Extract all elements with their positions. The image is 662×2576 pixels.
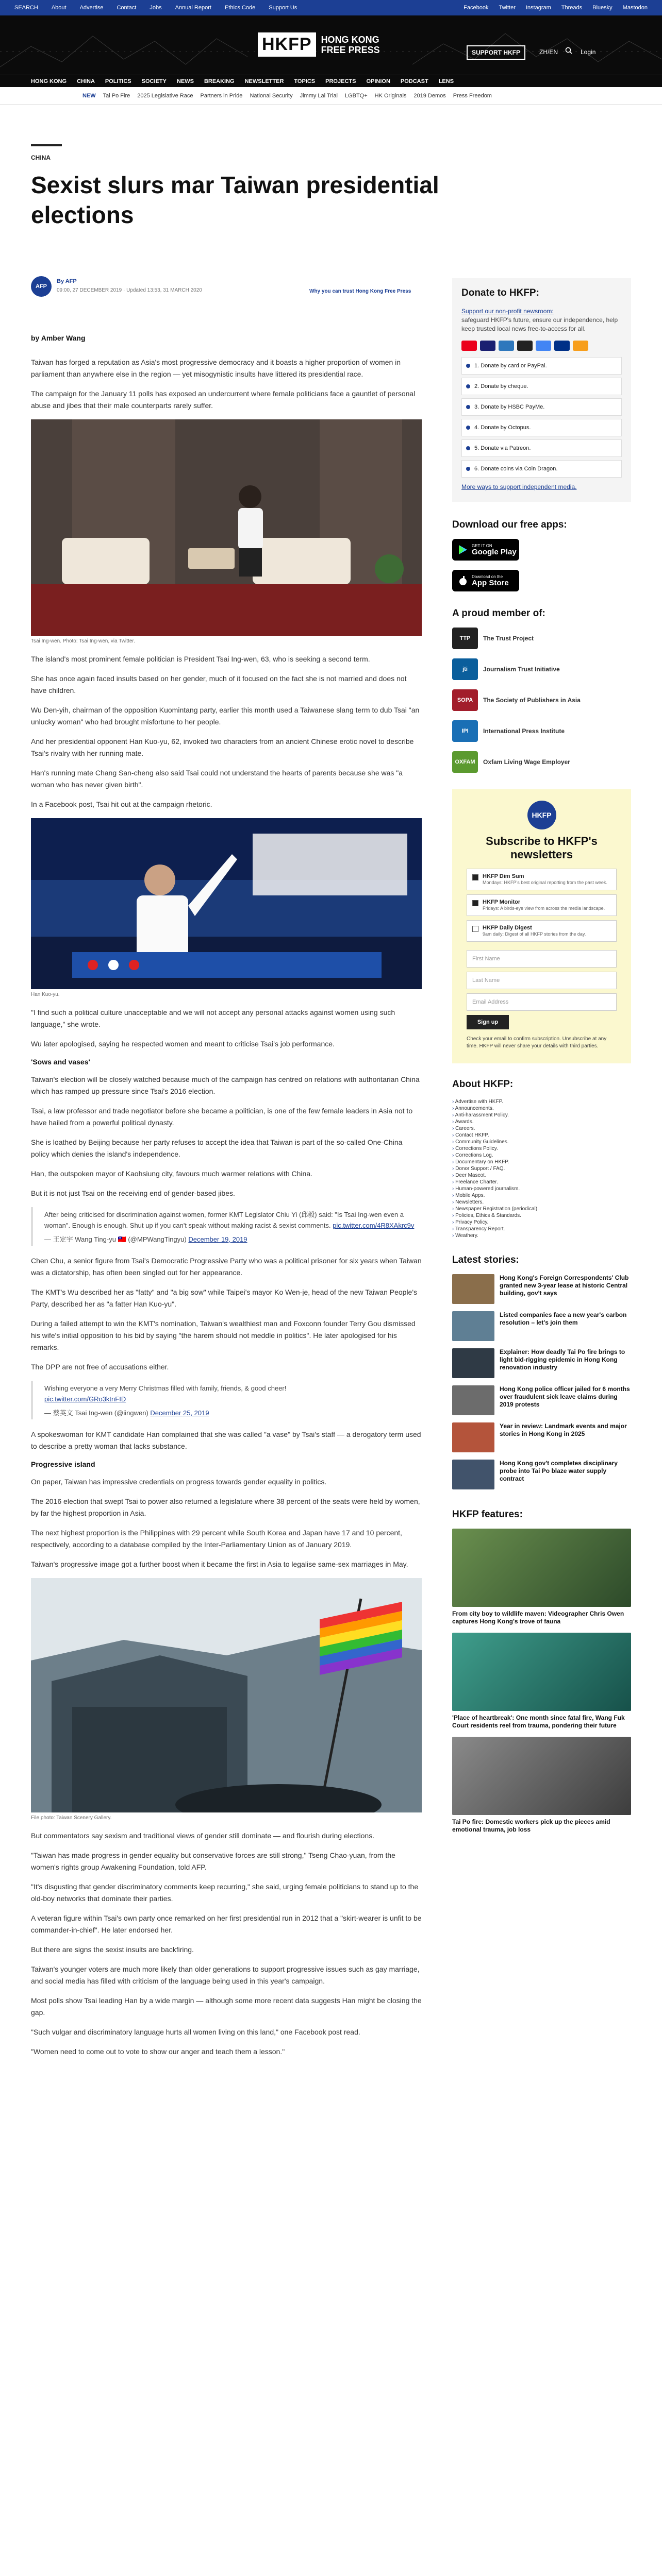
newsletter-desc: Fridays: A birds-eye view from across the media landscape.: [483, 906, 605, 911]
sign-up-button[interactable]: Sign up: [467, 1015, 509, 1029]
paragraph: Han, the outspoken mayor of Kaohsiung city, favours much warmer relations with China.: [31, 1170, 312, 1178]
paragraph: Taiwan has forged a reputation as Asia's most progressive democracy and it boasts a higher proportion of women in parliament than anywhere else in the region — yet misogynistic insults have littered its presidential race.: [31, 358, 401, 378]
member-ipi[interactable]: [452, 720, 631, 742]
section-heading: 'Sows and vases': [31, 1058, 90, 1066]
topbar-support-us[interactable]: Support Us: [269, 5, 297, 11]
member-sopa[interactable]: [452, 689, 631, 711]
nav-lens[interactable]: LENS: [438, 78, 454, 84]
paragraph: The 2016 election that swept Tsai to power also returned a legislature where 38 percent of the seats were held by women, by far the highest proportion in Asia.: [31, 1497, 420, 1517]
email-input[interactable]: Email Address: [467, 993, 617, 1011]
play-store-icon: [458, 545, 468, 555]
paypal-icon: [554, 341, 570, 351]
category-label[interactable]: CHINA: [31, 154, 51, 161]
hkfp-badge: HKFP: [527, 801, 556, 829]
paragraph: Han's running mate Chang San-cheng also said Tsai could not understand the hearts of parents because she was "a woman who has never given birth".: [31, 769, 403, 789]
logo-mark: HKFP: [258, 32, 316, 57]
nav-politics[interactable]: POLITICS: [105, 78, 131, 84]
paragraph: But commentators say sexism and traditional views of gender still dominate — and flourish during elections.: [31, 1832, 375, 1840]
paragraph: "Women need to come out to vote to show our anger and teach them a lesson.": [31, 2047, 285, 2056]
store-name: Google Play: [472, 547, 517, 556]
trending-item[interactable]: LGBTQ+: [344, 93, 368, 99]
trending-label: NEW: [82, 93, 96, 99]
googlepay-icon: [536, 341, 551, 351]
member-name: The Society of Publishers in Asia: [483, 696, 581, 704]
topbar-annual-report[interactable]: Annual Report: [175, 5, 211, 11]
nav-china[interactable]: CHINA: [77, 78, 95, 84]
byline[interactable]: [57, 278, 77, 284]
first-name-input[interactable]: First Name: [467, 950, 617, 968]
paragraph: "I find such a political culture unacceptable and we will not accept any personal attacks against women using such language," she wrote.: [31, 1008, 395, 1028]
embedded-tweet: [31, 1381, 422, 1419]
nav-news[interactable]: NEWS: [176, 78, 194, 84]
visa-icon: [480, 341, 495, 351]
topbar-jobs[interactable]: Jobs: [150, 5, 162, 11]
newsletter-desc: 9am daily: Digest of all HKFP stories from the day.: [483, 931, 586, 937]
site-header: [0, 15, 662, 75]
donate-card-option[interactable]: [461, 357, 622, 375]
topbar-contact[interactable]: Contact: [117, 5, 137, 11]
tweet-body: After being criticised for discrimination against women, former KMT Legislator Chiu Yi (邱毅) said: "Is Tsai Ing-wen even a woman". Enough is enough. Shut up if you can't speak without making racist & sexist comments.: [44, 1211, 404, 1229]
trending-item[interactable]: National Security: [250, 93, 293, 99]
about-heading: About HKFP:: [452, 1079, 514, 1090]
publish-date: 09:00, 27 DECEMBER 2019 · Updated 13:53, 31 MARCH 2020: [57, 287, 202, 293]
flag-photo-illustration: [31, 1578, 422, 1812]
photo-tsai-ing-wen: [31, 419, 422, 636]
trust-link[interactable]: Why you can trust Hong Kong Free Press: [309, 289, 411, 294]
search-icon[interactable]: [565, 47, 572, 54]
language-toggle[interactable]: ZH/EN: [539, 48, 558, 56]
instagram-link[interactable]: Instagram: [525, 5, 551, 11]
byline-text[interactable]: By AFP: [57, 278, 77, 284]
nav-newsletter[interactable]: NEWSLETTER: [244, 78, 284, 84]
nav-breaking[interactable]: BREAKING: [204, 78, 235, 84]
donate-patreon-option[interactable]: [461, 439, 622, 457]
donate-octopus-option[interactable]: [461, 419, 622, 436]
about-link[interactable]: › Awards.: [452, 1118, 631, 1125]
ipi-logo: IPI: [452, 720, 478, 742]
story-thumbnail: [452, 1422, 494, 1452]
donate-option-label: 3. Donate by HSBC PayMe.: [474, 404, 545, 410]
trending-item[interactable]: Press Freedom: [453, 93, 492, 99]
checkbox-icon[interactable]: [472, 926, 478, 932]
about-link[interactable]: › Documentary on HKFP.: [452, 1159, 631, 1165]
member-name: The Trust Project: [483, 634, 534, 642]
feature-story[interactable]: [452, 1633, 631, 1730]
bullet-icon: [466, 446, 470, 450]
paragraph: Taiwan's progressive image got a further boost when it became the first in Asia to legalise same-sex marriages in May.: [31, 1560, 408, 1568]
story-thumbnail: [452, 1385, 494, 1415]
trust-project-logo: TTP: [452, 628, 478, 649]
trending-item[interactable]: HK Originals: [374, 93, 407, 99]
newsletter-monitor[interactable]: [467, 894, 617, 916]
about-link[interactable]: › Community Guidelines.: [452, 1139, 631, 1145]
about-link[interactable]: › Privacy Policy.: [452, 1219, 631, 1226]
author-avatar: AFP: [31, 276, 52, 297]
tweet-text: [44, 1209, 422, 1231]
paragraph: On paper, Taiwan has impressive credentials on progress towards gender equality in politics.: [31, 1478, 327, 1486]
tweet-text: [44, 1383, 422, 1404]
oxfam-logo: OXFAM: [452, 751, 478, 773]
logo-line-1: HONG KONG: [321, 34, 379, 45]
paragraph: But there are signs the sexist insults are backfiring.: [31, 1945, 194, 1954]
story-title[interactable]: Hong Kong's Foreign Correspondents' Club granted new 3-year lease at historic Central building, gov't says: [500, 1274, 629, 1297]
sidebar: [452, 278, 631, 1841]
donate-cheque-option[interactable]: [461, 378, 622, 395]
nav-podcast[interactable]: PODCAST: [400, 78, 428, 84]
bullet-icon: [466, 384, 470, 388]
donate-heading: Donate to HKFP:: [461, 287, 539, 298]
apple-icon: [458, 575, 468, 586]
threads-link[interactable]: Threads: [561, 5, 583, 11]
feature-story[interactable]: [452, 1529, 631, 1625]
facebook-link[interactable]: Facebook: [464, 5, 489, 11]
paragraph: Chen Chu, a senior figure from Tsai's Democratic Progressive Party who was a political prisoner for six years when Taiwan was a dictatorship, has often been singled out for her appearance.: [31, 1257, 422, 1277]
trending-item[interactable]: Tai Po Fire: [103, 93, 130, 99]
tweet-body: Wishing everyone a very Merry Christmas filled with family, friends, & good cheer!: [44, 1384, 287, 1392]
newsletter-daily-digest[interactable]: [467, 920, 617, 942]
logo-line-2: FREE PRESS: [321, 44, 380, 55]
paragraph: She is loathed by Beijing because her party refuses to accept the idea that Taiwan is part of the so-called One-China policy which denies the island's independence.: [31, 1138, 403, 1158]
topbar-about[interactable]: About: [51, 5, 67, 11]
member-heading: A proud member of:: [452, 608, 545, 619]
donate-text: safeguard HKFP's future, ensure our independence, help keep trusted local news free-to-access for all.: [461, 316, 618, 332]
top-bar: [0, 0, 662, 15]
tweet-date-link[interactable]: December 19, 2019: [188, 1235, 247, 1243]
about-link[interactable]: › Advertise with HKFP.: [452, 1098, 631, 1105]
unionpay-icon: [573, 341, 588, 351]
jti-logo: jti: [452, 658, 478, 680]
checkbox-checked-icon[interactable]: [472, 874, 478, 880]
applepay-icon: [517, 341, 533, 351]
story-thumbnail: [452, 1348, 494, 1378]
about-link[interactable]: › Announcements.: [452, 1105, 631, 1112]
story-title[interactable]: Hong Kong gov't completes disciplinary probe into Tai Po blaze water supply contract: [500, 1460, 618, 1482]
latest-story[interactable]: [452, 1348, 631, 1378]
about-link[interactable]: › Weathery.: [452, 1232, 631, 1239]
payment-methods: [461, 341, 622, 351]
support-link[interactable]: Support our non-profit newsroom:: [461, 308, 554, 315]
photo-caption: Han Kuo-yu.: [31, 992, 60, 997]
feature-title[interactable]: From city boy to wildlife maven: Videographer Chris Owen captures Hong Kong's trove of fauna: [452, 1610, 624, 1625]
member-jti[interactable]: [452, 658, 631, 680]
paragraph: During a failed attempt to win the KMT's nomination, Taiwan's wealthiest man and Foxconn founder Terry Gou dismissed his wife's initial opposition to his bid by saying "the harem should not meddle in politics". He later apologised for his remarks.: [31, 1319, 416, 1351]
member-trust-project[interactable]: [452, 628, 631, 649]
about-link[interactable]: › Donor Support / FAQ.: [452, 1165, 631, 1172]
article-title: Sexist slurs mar Taiwan presidential elections: [31, 172, 439, 228]
topbar-ethics-code[interactable]: Ethics Code: [224, 5, 256, 11]
mastercard-icon: [461, 341, 477, 351]
bullet-icon: [466, 426, 470, 430]
bullet-icon: [466, 364, 470, 368]
paragraph: Wu later apologised, saying he respected women and meant to criticise Tsai's job performance.: [31, 1040, 335, 1048]
about-link[interactable]: › Freelance Charter.: [452, 1179, 631, 1185]
donate-option-label: 6. Donate coins via Coin Dragon.: [474, 466, 558, 472]
embedded-tweet: [31, 1207, 422, 1246]
store-top: Download on the: [472, 574, 503, 579]
feature-image: [452, 1529, 631, 1607]
paragraph: "It's disgusting that gender discriminatory comments keep recurring," she said, urging female politicians to stand up to the old-boy networks that dominate their parties.: [31, 1883, 419, 1903]
tweet-pic-link[interactable]: pic.twitter.com/GRo3ktnFID: [44, 1395, 126, 1403]
features-heading: HKFP features:: [452, 1509, 523, 1520]
newsletter-title: HKFP Dim Sum: [483, 873, 524, 879]
newsletter-dim-sum[interactable]: [467, 869, 617, 890]
tweet-author: — 王定宇 Wang Ting-yu 🇹🇼 (@MPWangTingyu): [44, 1235, 187, 1243]
more-ways-link[interactable]: More ways to support independent media.: [461, 483, 577, 490]
photo-caption: Tsai Ing-wen. Photo: Tsai Ing-wen, via Twitter.: [31, 638, 135, 644]
main-nav: [0, 75, 662, 87]
photo-caption: File photo: Taiwan Scenery Gallery.: [31, 1815, 112, 1821]
feature-image: [452, 1633, 631, 1711]
nav-opinion[interactable]: OPINION: [366, 78, 390, 84]
store-name: App Store: [472, 578, 509, 587]
bullet-icon: [466, 467, 470, 471]
nav-hong-kong[interactable]: HONG KONG: [31, 78, 67, 84]
section-heading: Progressive island: [31, 1460, 95, 1468]
donate-payme-option[interactable]: [461, 398, 622, 416]
logo-wordmark: [321, 35, 380, 55]
newsletter-desc: Mondays: HKFP's best original reporting from the past week.: [483, 880, 607, 885]
support-hkfp-button[interactable]: SUPPORT HKFP: [467, 45, 525, 60]
article-author: by Amber Wang: [31, 334, 86, 342]
category-rule: [31, 144, 62, 146]
tweet-author: — 蔡英文 Tsai Ing-wen (@iingwen): [44, 1409, 148, 1417]
latest-story[interactable]: [452, 1274, 631, 1304]
member-name: Oxfam Living Wage Employer: [483, 758, 570, 766]
tweet-signature: [44, 1234, 422, 1244]
nav-topics[interactable]: TOPICS: [294, 78, 316, 84]
login-link[interactable]: Login: [581, 48, 596, 56]
donate-option-label: 2. Donate by cheque.: [474, 383, 528, 389]
story-title[interactable]: Explainer: How deadly Tai Po fire brings to light bid-rigging epidemic in Hong Kong renovation industry: [500, 1348, 625, 1371]
story-thumbnail: [452, 1274, 494, 1304]
paragraph: The island's most prominent female politician is President Tsai Ing-wen, 63, who is seeking a second term.: [31, 655, 370, 663]
photo-han-kuo-yu: [31, 818, 422, 989]
tweet-pic-link[interactable]: pic.twitter.com/4R8XAkrc9v: [333, 1222, 415, 1229]
subscribe-heading: Subscribe to HKFP's newsletters: [486, 835, 598, 861]
latest-story[interactable]: [452, 1422, 631, 1452]
member-name: International Press Institute: [483, 727, 565, 735]
trending-item[interactable]: Partners in Pride: [200, 93, 243, 99]
member-name: Journalism Trust Initiative: [483, 665, 560, 673]
latest-story[interactable]: [452, 1460, 631, 1489]
feature-title[interactable]: 'Place of heartbreak': One month since fatal fire, Wang Fuk Court residents reel from trauma, pondering their future: [452, 1714, 625, 1729]
mastodon-link[interactable]: Mastodon: [622, 5, 648, 11]
google-play-button[interactable]: [452, 539, 519, 561]
trending-item[interactable]: Jimmy Lai Trial: [300, 93, 338, 99]
hkfp-logo[interactable]: [258, 32, 380, 57]
han-photo-illustration: [31, 818, 422, 989]
story-title[interactable]: Listed companies face a new year's carbon resolution – let's join them: [500, 1311, 627, 1326]
paragraph: Wu Den-yih, chairman of the opposition Kuomintang party, earlier this month used a Taiwanese slang term to dub Tsai "an unlucky woman" who had brought misfortune to her people.: [31, 706, 420, 726]
donate-option-label: 1. Donate by card or PayPal.: [474, 363, 547, 369]
newsletter-signup: [452, 789, 631, 1063]
feature-story[interactable]: [452, 1737, 631, 1834]
paragraph: The next highest proportion is the Philippines with 29 percent while South Korea and Japan have 17 and 10 percent, respectively, according to a database compiled by the Inter-Parliamentary Union as of January 2019.: [31, 1529, 402, 1549]
donate-options: [461, 357, 622, 478]
trending-item[interactable]: 2019 Demos: [413, 93, 446, 99]
donate-coindragon-option[interactable]: [461, 460, 622, 478]
donate-box: [452, 278, 631, 502]
amex-icon: [499, 341, 514, 351]
article-body: [31, 332, 422, 2065]
last-name-input[interactable]: Last Name: [467, 972, 617, 989]
story-title[interactable]: Year in review: Landmark events and major stories in Hong Kong in 2025: [500, 1422, 627, 1437]
bluesky-link[interactable]: Bluesky: [592, 5, 613, 11]
about-link[interactable]: › Corrections Log.: [452, 1152, 631, 1159]
paragraph: The campaign for the January 11 polls has exposed an undercurrent where female politicians face a gauntlet of personal abuse and jibes that their male counterparts rarely suffer.: [31, 389, 416, 410]
photo-rainbow-flag: [31, 1578, 422, 1812]
about-link[interactable]: › Corrections Policy.: [452, 1145, 631, 1152]
nav-projects[interactable]: PROJECTS: [325, 78, 356, 84]
trending-bar: [0, 87, 662, 105]
newsletter-title: HKFP Monitor: [483, 899, 521, 905]
paragraph: In a Facebook post, Tsai hit out at the campaign rhetoric.: [31, 800, 212, 808]
paragraph: Most polls show Tsai leading Han by a wide margin — although some more recent data suggests Han might be closing the gap.: [31, 1996, 422, 2016]
story-title[interactable]: Hong Kong police officer jailed for 6 months over fraudulent sick leave claims during 2019 protests: [500, 1385, 630, 1408]
about-links: [452, 1098, 631, 1239]
bullet-icon: [466, 405, 470, 409]
tsai-photo-illustration: [31, 419, 422, 636]
sopa-logo: SOPA: [452, 689, 478, 711]
donate-option-label: 5. Donate via Patreon.: [474, 445, 531, 451]
store-top: GET IT ON: [472, 543, 492, 548]
app-store-button[interactable]: [452, 570, 519, 591]
member-oxfam[interactable]: [452, 751, 631, 773]
about-link[interactable]: › Newsletters.: [452, 1199, 631, 1206]
story-thumbnail: [452, 1460, 494, 1489]
about-link[interactable]: › Careers.: [452, 1125, 631, 1132]
subscribe-note: Check your email to confirm subscription. Unsubscribe at any time. HKFP will never share your details with third parties.: [467, 1036, 607, 1049]
latest-heading: Latest stories:: [452, 1255, 519, 1265]
paragraph: The KMT's Wu described her as "fatty" and "a big sow" while Taipei's mayor Ko Wen-je, head of the new Taiwan People's Party, described her as "a fatter Han Kuo-yu".: [31, 1288, 418, 1308]
paragraph: "Such vulgar and discriminatory language hurts all women living on this land," one Facebook post read.: [31, 2028, 360, 2036]
about-link[interactable]: › Transparency Report.: [452, 1226, 631, 1232]
feature-title[interactable]: Tai Po fire: Domestic workers pick up the pieces amid emotional trauma, job loss: [452, 1818, 610, 1833]
paragraph: But it is not just Tsai on the receiving end of gender-based jibes.: [31, 1189, 235, 1197]
donate-option-label: 4. Donate by Octopus.: [474, 425, 531, 431]
paragraph: "Taiwan has made progress in gender equality but conservative forces are still strong," Tseng Chao-yuan, from the women's rights group Awakening Foundation, told AFP.: [31, 1851, 395, 1871]
about-link[interactable]: › Human-powered journalism.: [452, 1185, 631, 1192]
paragraph: Taiwan's younger voters are much more likely than older generations to support progressive issues such as gay marriage, and social media has filled with criticism of the language being used in this year's campaign.: [31, 1965, 420, 1985]
topbar-advertise[interactable]: Advertise: [79, 5, 104, 11]
feature-image: [452, 1737, 631, 1815]
latest-story[interactable]: [452, 1385, 631, 1415]
paragraph: Taiwan's election will be closely watched because much of the campaign has centred on relations with authoritarian China which has ramped up pressure since Tsai's 2016 election.: [31, 1075, 420, 1095]
paragraph: A spokeswoman for KMT candidate Han complained that she was called "a vase" by Tsai's staff — a derogatory term used to describe a pretty woman that lacks substance.: [31, 1430, 421, 1450]
about-link[interactable]: › Deer Mascot.: [452, 1172, 631, 1179]
latest-story[interactable]: [452, 1311, 631, 1341]
paragraph: She has once again faced insults based on her gender, much of it focused on the fact she is not married and does not have children.: [31, 674, 407, 694]
paragraph: Tsai, a law professor and trade negotiator before she became a politician, is one of the few female leaders in Asia not to have hailed from a powerful political dynasty.: [31, 1107, 413, 1127]
paragraph: A veteran figure within Tsai's own party once remarked on her first presidential run in 2012 that a "skirt-wearer is unfit to be commander-in-chief". He later endorsed her.: [31, 1914, 422, 1934]
tweet-date-link[interactable]: December 25, 2019: [150, 1409, 209, 1417]
checkbox-checked-icon[interactable]: [472, 900, 478, 906]
about-link[interactable]: › Newspaper Registration (periodical).: [452, 1206, 631, 1212]
nav-society[interactable]: SOCIETY: [141, 78, 167, 84]
story-thumbnail: [452, 1311, 494, 1341]
paragraph: And her presidential opponent Han Kuo-yu, 62, invoked two characters from an ancient Chinese erotic novel to describe Tsai's rivalry with her running mate.: [31, 737, 414, 757]
about-link[interactable]: › Policies, Ethics & Standards.: [452, 1212, 631, 1219]
twitter-link[interactable]: Twitter: [499, 5, 516, 11]
paragraph: The DPP are not free of accusations either.: [31, 1363, 169, 1371]
apps-heading: Download our free apps:: [452, 519, 567, 530]
topbar-search[interactable]: SEARCH: [14, 5, 38, 11]
trending-item[interactable]: 2025 Legislative Race: [137, 93, 193, 99]
about-link[interactable]: › Mobile Apps.: [452, 1192, 631, 1199]
about-link[interactable]: › Contact HKFP.: [452, 1132, 631, 1139]
newsletter-title: HKFP Daily Digest: [483, 925, 532, 931]
about-link[interactable]: › Anti-harassment Policy.: [452, 1112, 631, 1118]
tweet-signature: [44, 1408, 422, 1417]
